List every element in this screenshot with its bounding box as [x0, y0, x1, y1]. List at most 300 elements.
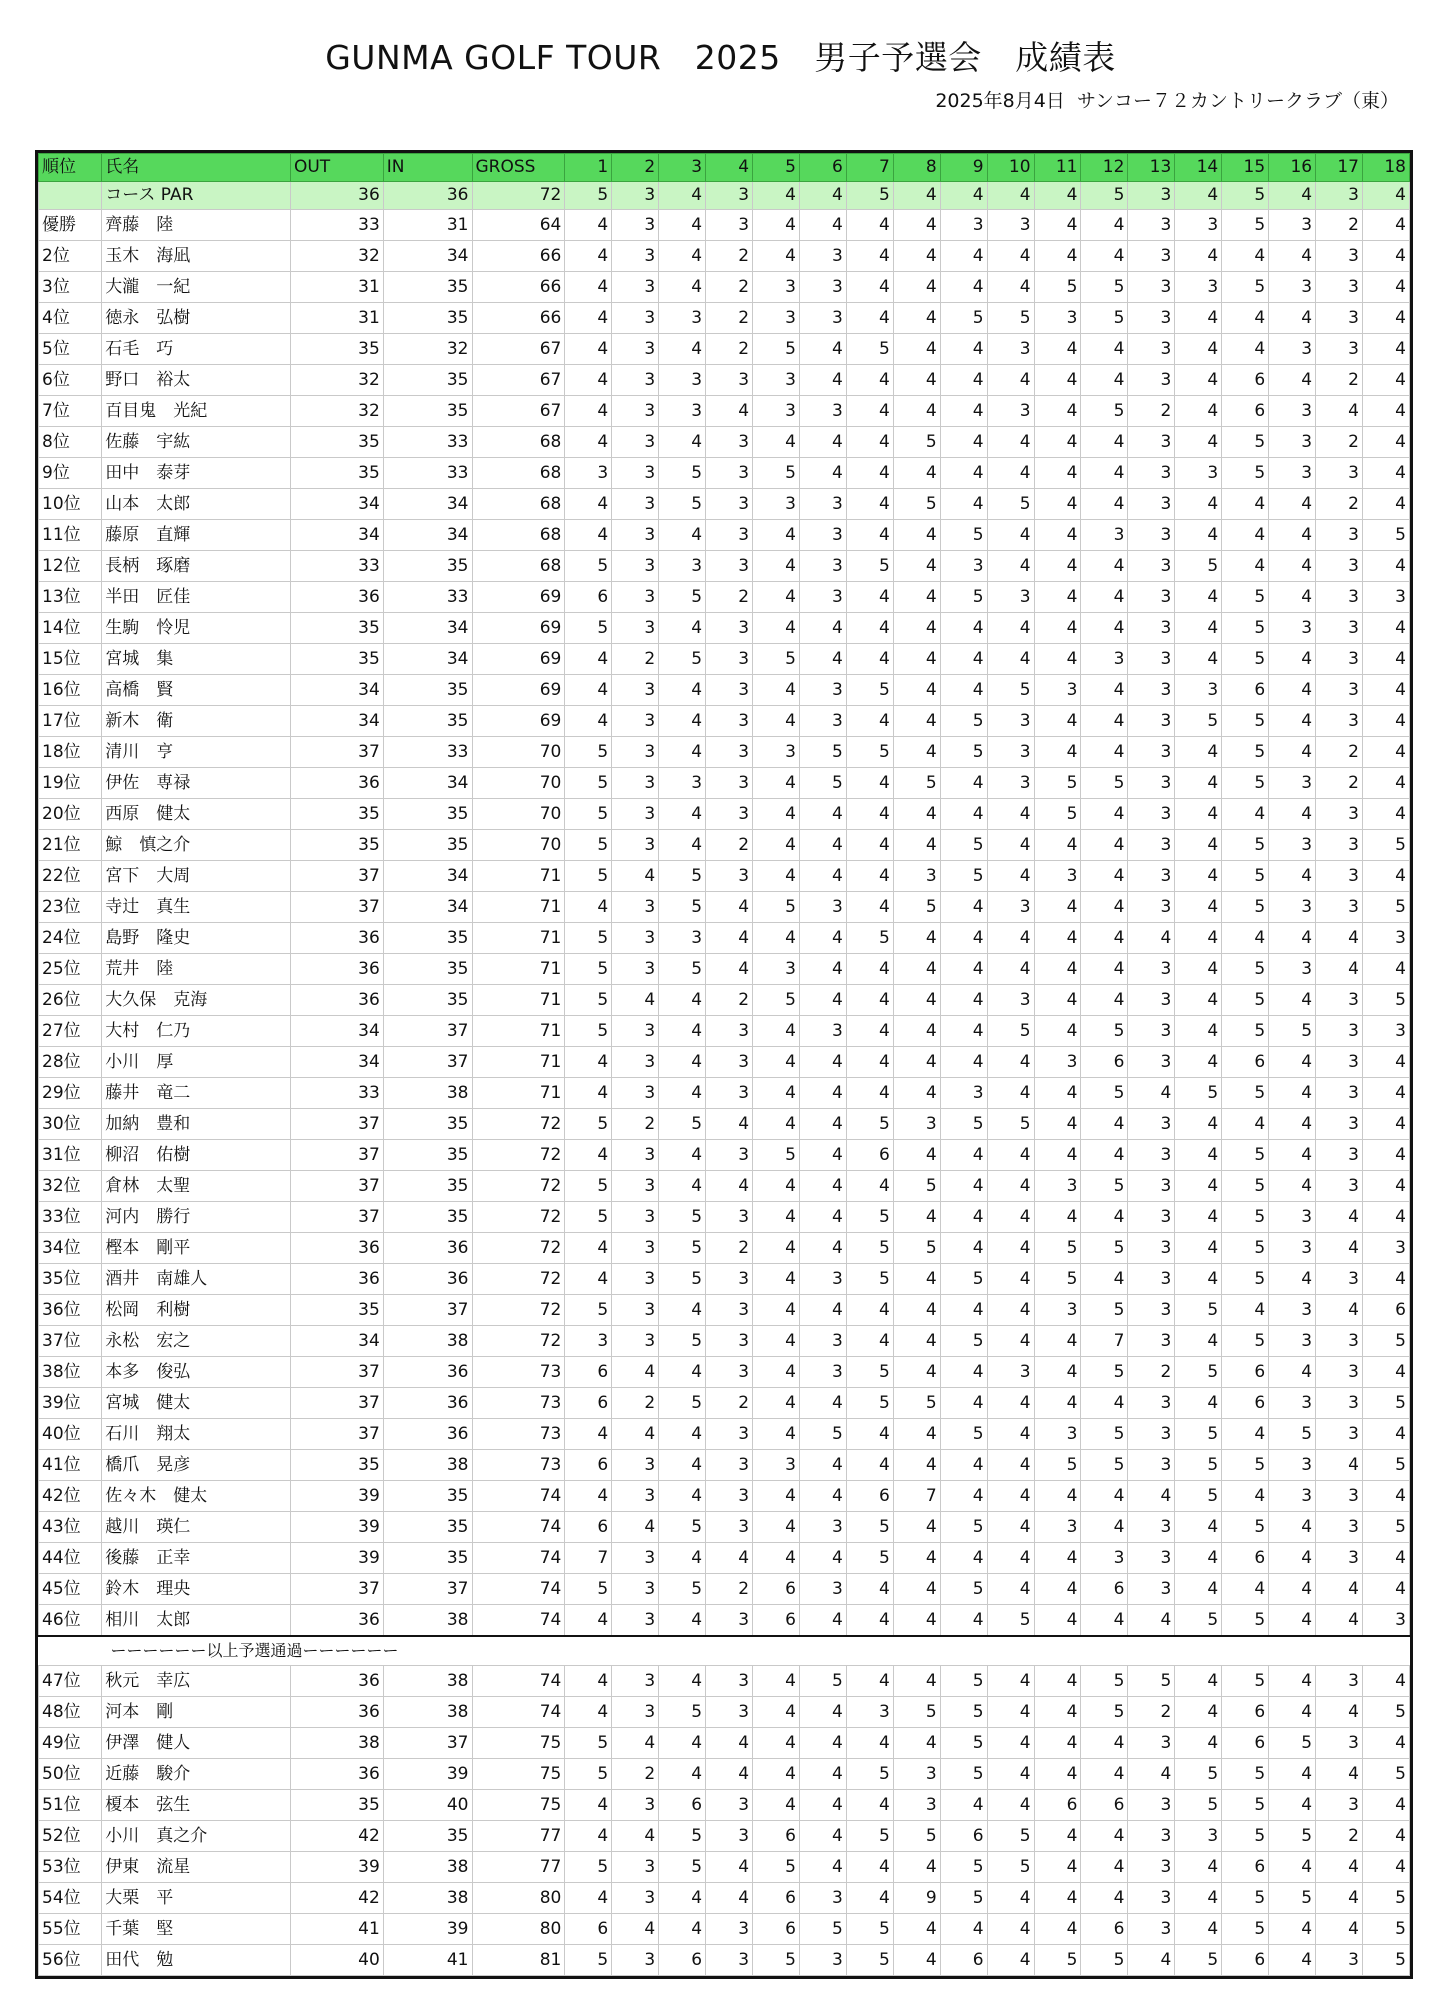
hole-score: 3 [1128, 1914, 1175, 1945]
rank-cell: 15位 [39, 644, 102, 675]
hole-score: 4 [893, 551, 940, 582]
in-score: 35 [383, 396, 472, 427]
hole-score: 5 [1363, 1450, 1410, 1481]
par-hole: 3 [1128, 182, 1175, 210]
hole-score: 4 [1034, 613, 1081, 644]
hole-score: 4 [565, 1605, 612, 1637]
in-score: 37 [383, 1574, 472, 1605]
player-name: 倉林 太聖 [102, 1171, 291, 1202]
hole-score: 3 [612, 1171, 659, 1202]
hole-score: 4 [753, 1357, 800, 1388]
hole-score: 3 [753, 303, 800, 334]
player-name: 田代 勉 [102, 1945, 291, 1976]
hole-score: 6 [753, 1914, 800, 1945]
hole-score: 5 [1175, 706, 1222, 737]
hole-score: 4 [1175, 334, 1222, 365]
hole-score: 5 [1222, 458, 1269, 489]
hole-score: 4 [799, 1078, 846, 1109]
out-score: 31 [290, 303, 383, 334]
hole-score: 5 [565, 954, 612, 985]
player-row [39, 923, 1410, 954]
hole-score: 4 [612, 1357, 659, 1388]
hole-score: 4 [1222, 1419, 1269, 1450]
hole-score: 3 [1128, 1047, 1175, 1078]
hole-score: 5 [1222, 1605, 1269, 1637]
hole-score: 5 [1222, 1914, 1269, 1945]
in-score: 39 [383, 1914, 472, 1945]
hole-score: 5 [940, 1264, 987, 1295]
hole-score: 4 [1175, 1202, 1222, 1233]
player-row [39, 613, 1410, 644]
hole-score: 5 [1128, 1666, 1175, 1697]
hole-score: 3 [612, 1326, 659, 1357]
hole-score: 4 [1269, 985, 1316, 1016]
hole-score: 5 [893, 892, 940, 923]
hole-score: 3 [1128, 1790, 1175, 1821]
hole-score: 3 [1316, 1326, 1363, 1357]
hole-score: 4 [1175, 396, 1222, 427]
hole-score: 5 [1363, 1388, 1410, 1419]
hole-score: 4 [1034, 1605, 1081, 1637]
player-row [39, 1605, 1410, 1637]
hole-score: 4 [1363, 1109, 1410, 1140]
rank-cell: 28位 [39, 1047, 102, 1078]
hole-score: 4 [1034, 892, 1081, 923]
hole-score: 5 [1081, 396, 1128, 427]
par-hole: 3 [706, 182, 753, 210]
hole-score: 4 [753, 1264, 800, 1295]
rank-cell: 40位 [39, 1419, 102, 1450]
hole-score: 5 [565, 551, 612, 582]
hole-score: 4 [987, 1233, 1034, 1264]
hole-score: 3 [753, 365, 800, 396]
hole-score: 5 [1081, 1016, 1128, 1047]
hole-score: 4 [1128, 1759, 1175, 1790]
hole-score: 4 [1175, 520, 1222, 551]
hole-score: 5 [1269, 1016, 1316, 1047]
hole-score: 4 [799, 1852, 846, 1883]
player-row [39, 396, 1410, 427]
hole-score: 5 [1081, 272, 1128, 303]
hole-score: 3 [1128, 675, 1175, 706]
hole-score: 4 [940, 799, 987, 830]
hole-score: 3 [987, 582, 1034, 613]
in-score: 35 [383, 1543, 472, 1574]
hole-score: 4 [1081, 1759, 1128, 1790]
hole-score: 4 [799, 799, 846, 830]
hole-score: 3 [1316, 1419, 1363, 1450]
hole-score: 3 [1034, 303, 1081, 334]
hole-score: 3 [1128, 644, 1175, 675]
hole-score: 2 [1128, 1357, 1175, 1388]
hole-score: 4 [753, 1666, 800, 1697]
par-hole: 5 [1081, 182, 1128, 210]
hole-score: 3 [706, 613, 753, 644]
hole-score: 4 [659, 1295, 706, 1326]
hole-score: 3 [1128, 489, 1175, 520]
hole-score: 5 [1363, 985, 1410, 1016]
in-score: 33 [383, 458, 472, 489]
hole-score: 3 [1269, 334, 1316, 365]
hole-score: 4 [706, 1543, 753, 1574]
out-score: 36 [290, 923, 383, 954]
hole-score: 4 [893, 1543, 940, 1574]
player-name: 大瀧 一紀 [102, 272, 291, 303]
player-name: 宮下 大周 [102, 861, 291, 892]
hole-score: 6 [940, 1945, 987, 1976]
hole-score: 4 [1363, 1357, 1410, 1388]
out-score: 41 [290, 1914, 383, 1945]
rank-cell: 29位 [39, 1078, 102, 1109]
hole-score: 4 [1269, 489, 1316, 520]
hole-score: 4 [1034, 396, 1081, 427]
hole-score: 4 [753, 520, 800, 551]
rank-cell: 19位 [39, 768, 102, 799]
hole-score: 4 [659, 1171, 706, 1202]
hole-score: 4 [1363, 644, 1410, 675]
hole-score: 4 [1363, 396, 1410, 427]
hole-score: 5 [1081, 1945, 1128, 1976]
gross-score: 72 [472, 1202, 565, 1233]
hole-score: 5 [1034, 768, 1081, 799]
hole-score: 3 [987, 706, 1034, 737]
hole-score: 4 [1128, 1605, 1175, 1637]
hole-score: 4 [799, 1388, 846, 1419]
hole-score: 5 [1269, 1883, 1316, 1914]
hole-score: 4 [799, 1202, 846, 1233]
hole-score: 5 [940, 1697, 987, 1728]
hole-score: 4 [1034, 1078, 1081, 1109]
player-name: 榎本 弦生 [102, 1790, 291, 1821]
hole-score: 4 [987, 613, 1034, 644]
hole-score: 4 [1175, 1883, 1222, 1914]
in-score: 34 [383, 241, 472, 272]
hole-score: 2 [1316, 1821, 1363, 1852]
hole-score: 3 [612, 582, 659, 613]
hole-score: 5 [1222, 613, 1269, 644]
out-score: 36 [290, 768, 383, 799]
hole-score: 6 [659, 1945, 706, 1976]
hole-score: 4 [987, 1790, 1034, 1821]
hole-score: 3 [1128, 1388, 1175, 1419]
hole-score: 5 [659, 892, 706, 923]
out-score: 35 [290, 644, 383, 675]
hole-score: 4 [753, 1697, 800, 1728]
hole-score: 4 [565, 334, 612, 365]
hole-score: 4 [1175, 1666, 1222, 1697]
hole-score: 4 [706, 892, 753, 923]
gross-score: 68 [472, 489, 565, 520]
gross-score: 74 [472, 1666, 565, 1697]
hole-score: 4 [1128, 923, 1175, 954]
hole-score: 4 [1269, 1790, 1316, 1821]
hole-score: 4 [893, 396, 940, 427]
hole-score: 4 [1081, 706, 1128, 737]
hole-score: 5 [1175, 1357, 1222, 1388]
hole-score: 2 [706, 241, 753, 272]
hole-score: 3 [706, 458, 753, 489]
hole-score: 4 [1269, 303, 1316, 334]
hole-score: 4 [987, 1666, 1034, 1697]
in-score: 36 [383, 1388, 472, 1419]
hole-score: 3 [1128, 1419, 1175, 1450]
hole-score: 4 [893, 1202, 940, 1233]
player-name: 佐藤 宇紘 [102, 427, 291, 458]
hole-score: 4 [753, 1728, 800, 1759]
hole-score: 3 [1128, 613, 1175, 644]
gross-score: 71 [472, 892, 565, 923]
hole-score: 4 [753, 427, 800, 458]
player-row [39, 1264, 1410, 1295]
gross-score: 71 [472, 1047, 565, 1078]
hole-score: 3 [612, 675, 659, 706]
gross-score: 66 [472, 241, 565, 272]
hole-score: 4 [565, 520, 612, 551]
hole-score: 2 [706, 1388, 753, 1419]
rank-cell: 12位 [39, 551, 102, 582]
hole-score: 3 [612, 520, 659, 551]
hole-score: 3 [612, 1697, 659, 1728]
player-name: 相川 太郎 [102, 1605, 291, 1637]
hole-score: 5 [846, 923, 893, 954]
hole-score: 4 [893, 1914, 940, 1945]
hole-score: 5 [940, 1883, 987, 1914]
par-out: 36 [290, 182, 383, 210]
hole-score: 4 [1222, 1295, 1269, 1326]
hole-score: 4 [940, 1233, 987, 1264]
hole-score: 3 [659, 551, 706, 582]
player-name: 橋爪 晃彦 [102, 1450, 291, 1481]
hole-score: 4 [799, 1140, 846, 1171]
hole-score: 4 [753, 1790, 800, 1821]
hole-score: 4 [1269, 1945, 1316, 1976]
hole-score: 4 [612, 985, 659, 1016]
hole-score: 4 [846, 1666, 893, 1697]
hole-score: 4 [753, 1388, 800, 1419]
hole-score: 3 [612, 489, 659, 520]
out-score: 37 [290, 1574, 383, 1605]
hole-score: 4 [1034, 489, 1081, 520]
column-header: 氏名 [102, 154, 291, 182]
hole-score: 4 [659, 675, 706, 706]
hole-score: 4 [1363, 458, 1410, 489]
hole-score: 4 [565, 303, 612, 334]
player-row [39, 1512, 1410, 1543]
hole-score: 4 [1269, 1109, 1316, 1140]
hole-score: 3 [1128, 427, 1175, 458]
hole-score: 4 [893, 272, 940, 303]
player-row [39, 706, 1410, 737]
hole-score: 4 [1081, 954, 1128, 985]
par-hole: 4 [753, 182, 800, 210]
hole-score: 4 [1222, 923, 1269, 954]
hole-score: 5 [565, 1109, 612, 1140]
hole-score: 3 [706, 799, 753, 830]
hole-score: 4 [1081, 923, 1128, 954]
hole-score: 3 [612, 1078, 659, 1109]
column-header: 5 [753, 154, 800, 182]
hole-score: 5 [1222, 210, 1269, 241]
hole-score: 4 [1175, 1914, 1222, 1945]
rank-cell: 優勝 [39, 210, 102, 241]
hole-score: 3 [1128, 1016, 1175, 1047]
hole-score: 4 [799, 1728, 846, 1759]
hole-score: 4 [1034, 582, 1081, 613]
hole-score: 4 [1034, 1016, 1081, 1047]
hole-score: 3 [612, 1140, 659, 1171]
par-hole: 4 [659, 182, 706, 210]
player-name: 越川 瑛仁 [102, 1512, 291, 1543]
hole-score: 3 [706, 1264, 753, 1295]
hole-score: 4 [565, 675, 612, 706]
hole-score: 3 [612, 830, 659, 861]
hole-score: 4 [659, 830, 706, 861]
hole-score: 3 [1128, 1326, 1175, 1357]
in-score: 35 [383, 830, 472, 861]
out-score: 33 [290, 551, 383, 582]
out-score: 34 [290, 1047, 383, 1078]
hole-score: 3 [1128, 830, 1175, 861]
hole-score: 5 [1363, 1512, 1410, 1543]
hole-score: 4 [1222, 551, 1269, 582]
hole-score: 3 [1316, 1047, 1363, 1078]
hole-score: 4 [846, 644, 893, 675]
hole-score: 4 [893, 706, 940, 737]
hole-score: 4 [565, 396, 612, 427]
hole-score: 5 [1034, 1945, 1081, 1976]
column-header: IN [383, 154, 472, 182]
hole-score: 3 [1269, 396, 1316, 427]
hole-score: 3 [1128, 272, 1175, 303]
hole-score: 5 [1222, 644, 1269, 675]
hole-score: 4 [940, 1357, 987, 1388]
hole-score: 4 [1081, 1512, 1128, 1543]
hole-score: 3 [1128, 520, 1175, 551]
hole-score: 3 [1363, 1233, 1410, 1264]
hole-score: 3 [565, 1326, 612, 1357]
in-score: 35 [383, 675, 472, 706]
hole-score: 3 [1034, 1047, 1081, 1078]
hole-score: 4 [1363, 861, 1410, 892]
in-score: 35 [383, 985, 472, 1016]
hole-score: 3 [799, 1574, 846, 1605]
hole-score: 4 [1175, 241, 1222, 272]
hole-score: 5 [940, 861, 987, 892]
hole-score: 4 [987, 954, 1034, 985]
in-score: 35 [383, 1821, 472, 1852]
hole-score: 5 [1222, 1759, 1269, 1790]
hole-score: 4 [893, 582, 940, 613]
in-score: 37 [383, 1047, 472, 1078]
in-score: 40 [383, 1790, 472, 1821]
hole-score: 3 [987, 768, 1034, 799]
hole-score: 4 [753, 1295, 800, 1326]
hole-score: 5 [940, 830, 987, 861]
hole-score: 4 [940, 768, 987, 799]
hole-score: 4 [1363, 1728, 1410, 1759]
hole-score: 5 [846, 1357, 893, 1388]
player-row [39, 1481, 1410, 1512]
player-row [39, 1666, 1410, 1697]
hole-score: 5 [565, 1759, 612, 1790]
hole-score: 4 [1269, 551, 1316, 582]
hole-score: 4 [565, 1697, 612, 1728]
hole-score: 4 [893, 799, 940, 830]
out-score: 35 [290, 427, 383, 458]
hole-score: 3 [706, 768, 753, 799]
hole-score: 4 [846, 1419, 893, 1450]
hole-score: 4 [565, 1821, 612, 1852]
cut-line-row [39, 1636, 1410, 1666]
hole-score: 3 [1034, 861, 1081, 892]
hole-score: 6 [565, 1450, 612, 1481]
hole-score: 4 [753, 1171, 800, 1202]
hole-score: 4 [1316, 1450, 1363, 1481]
hole-score: 4 [940, 1047, 987, 1078]
in-score: 34 [383, 644, 472, 675]
hole-score: 5 [846, 1914, 893, 1945]
player-name: 千葉 堅 [102, 1914, 291, 1945]
gross-score: 74 [472, 1697, 565, 1728]
in-score: 41 [383, 1945, 472, 1976]
hole-score: 5 [659, 1326, 706, 1357]
rank-cell: 32位 [39, 1171, 102, 1202]
hole-score: 3 [1269, 272, 1316, 303]
hole-score: 5 [1222, 892, 1269, 923]
hole-score: 6 [1363, 1295, 1410, 1326]
in-score: 35 [383, 551, 472, 582]
hole-score: 5 [893, 768, 940, 799]
hole-score: 4 [1363, 1481, 1410, 1512]
hole-score: 5 [659, 1109, 706, 1140]
hole-score: 4 [987, 1450, 1034, 1481]
hole-score: 4 [1269, 1171, 1316, 1202]
column-header: 16 [1269, 154, 1316, 182]
player-row [39, 1728, 1410, 1759]
hole-score: 4 [1175, 861, 1222, 892]
hole-score: 4 [659, 1419, 706, 1450]
hole-score: 4 [1363, 1140, 1410, 1171]
hole-score: 4 [1034, 334, 1081, 365]
hole-score: 4 [659, 241, 706, 272]
hole-score: 4 [753, 1016, 800, 1047]
player-row [39, 1790, 1410, 1821]
hole-score: 3 [1269, 458, 1316, 489]
hole-score: 3 [706, 644, 753, 675]
hole-score: 4 [659, 210, 706, 241]
hole-score: 3 [1269, 1450, 1316, 1481]
player-name: 島野 隆史 [102, 923, 291, 954]
gross-score: 77 [472, 1821, 565, 1852]
hole-score: 3 [753, 272, 800, 303]
hole-score: 2 [706, 1233, 753, 1264]
in-score: 34 [383, 892, 472, 923]
hole-score: 4 [753, 799, 800, 830]
rank-cell: 4位 [39, 303, 102, 334]
player-row [39, 241, 1410, 272]
in-score: 36 [383, 1419, 472, 1450]
hole-score: 3 [1128, 1543, 1175, 1574]
hole-score: 2 [1316, 489, 1363, 520]
hole-score: 5 [940, 520, 987, 551]
player-name: 徳永 弘樹 [102, 303, 291, 334]
hole-score: 4 [893, 1140, 940, 1171]
hole-score: 4 [1034, 1728, 1081, 1759]
hole-score: 5 [753, 458, 800, 489]
hole-score: 4 [893, 1852, 940, 1883]
hole-score: 4 [1175, 644, 1222, 675]
out-score: 32 [290, 365, 383, 396]
